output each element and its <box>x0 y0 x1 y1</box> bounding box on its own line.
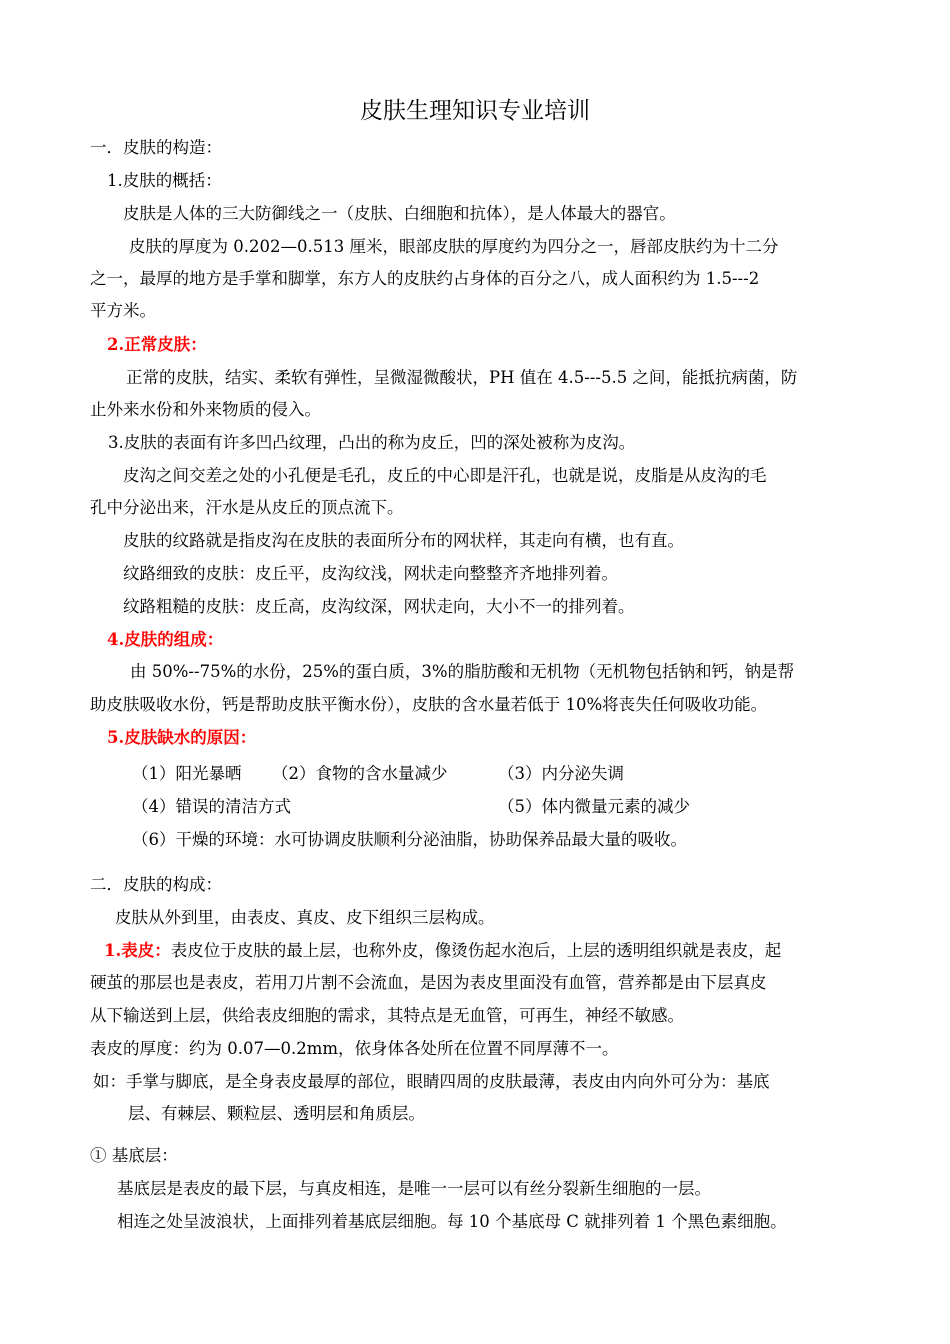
paragraph-line: 相连之处呈波浪状，上面排列着基底层细胞。每 10 个基底母 C 就排列着 1 个黑色素细胞。 <box>117 1212 787 1231</box>
reason-item: （3）内分泌失调 <box>498 764 624 783</box>
paragraph-line: 层、有棘层、颗粒层、透明层和角质层。 <box>128 1104 425 1123</box>
section-heading-2: 二．皮肤的构成： <box>90 875 222 894</box>
subheading-normal-skin: 2.正常皮肤： <box>107 335 207 354</box>
paragraph-line: 皮肤的厚度为 0.202—0.513 厘米，眼部皮肤的厚度约为四分之一，唇部皮肤约为十二分 <box>129 237 779 256</box>
paragraph-line: 助皮肤吸收水份，钙是帮助皮肤平衡水份），皮肤的含水量若低于 10%将丧失任何吸收功能。 <box>90 695 768 714</box>
paragraph-line: 皮沟之间交差之处的小孔便是毛孔，皮丘的中心即是汗孔，也就是说，皮脂是从皮沟的毛 <box>123 466 767 485</box>
paragraph-line: 硬茧的那层也是表皮，若用刀片割不会流血，是因为表皮里面没有血管，营养都是由下层真皮 <box>90 973 767 992</box>
reason-item: （4）错误的清洁方式 <box>132 797 291 816</box>
document-title: 皮肤生理知识专业培训 <box>360 98 590 124</box>
paragraph-line: 纹路粗糙的皮肤：皮丘高，皮沟纹深，网状走向，大小不一的排列着。 <box>123 597 635 616</box>
subheading-basal-layer: ① 基底层： <box>90 1146 178 1165</box>
subheading-composition: 4.皮肤的组成： <box>107 630 224 649</box>
paragraph-line: 纹路细致的皮肤：皮丘平，皮沟纹浅，网状走向整整齐齐地排列着。 <box>123 564 618 583</box>
subheading-dehydration: 5.皮肤缺水的原因： <box>107 728 257 747</box>
paragraph-line: 止外来水份和外来物质的侵入。 <box>90 400 321 419</box>
paragraph-line: 正常的皮肤，结实、柔软有弹性，呈微湿微酸状，PH 值在 4.5---5.5 之间，能抵抗病菌，防 <box>126 368 798 387</box>
subheading-overview: 1.皮肤的概括： <box>107 171 222 190</box>
subheading-epidermis: 1.表皮： <box>104 941 171 960</box>
paragraph-line: 皮肤的纹路就是指皮沟在皮肤的表面所分布的网状样，其走向有横，也有直。 <box>123 531 684 550</box>
paragraph-line: 皮肤从外到里，由表皮、真皮、皮下组织三层构成。 <box>115 908 495 927</box>
paragraph-line: 平方米。 <box>90 301 156 320</box>
paragraph-line: 之一，最厚的地方是手掌和脚掌，东方人的皮肤约占身体的百分之八，成人面积约为 1.5---2 <box>90 269 760 288</box>
paragraph-line: 基底层是表皮的最下层，与真皮相连，是唯一一层可以有丝分裂新生细胞的一层。 <box>117 1179 711 1198</box>
section-heading-1: 一．皮肤的构造： <box>90 138 222 157</box>
reason-item: （5）体内微量元素的减少 <box>498 797 690 816</box>
paragraph-line: 如：手掌与脚底，是全身表皮最厚的部位，眼睛四周的皮肤最薄，表皮由内向外可分为：基底 <box>93 1072 770 1091</box>
reason-item: （6）干燥的环境：水可协调皮肤顺利分泌油脂，协助保养品最大量的吸收。 <box>132 830 687 849</box>
paragraph-line: 从下输送到上层，供给表皮细胞的需求，其特点是无血管，可再生，神经不敏感。 <box>90 1006 684 1025</box>
reason-item: （1）阳光暴晒 <box>132 764 242 783</box>
paragraph-line: 表皮的厚度：约为 0.07—0.2mm，依身体各处所在位置不同厚薄不一。 <box>90 1039 619 1058</box>
paragraph-line: 孔中分泌出来，汗水是从皮丘的顶点流下。 <box>90 498 404 517</box>
reason-item: （2）食物的含水量减少 <box>272 764 448 783</box>
epidermis-paragraph-line <box>104 940 894 962</box>
paragraph-text: 表皮位于皮肤的最上层，也称外皮，像烫伤起水泡后，上层的透明组织就是表皮，起 <box>170 941 782 960</box>
subheading-surface: 3.皮肤的表面有许多凹凸纹理，凸出的称为皮丘，凹的深处被称为皮沟。 <box>108 433 636 452</box>
paragraph-line: 由 50%--75%的水份，25%的蛋白质，3%的脂肪酸和无机物（无机物包括钠和钙，钠是帮 <box>130 662 795 681</box>
paragraph-line: 皮肤是人体的三大防御线之一（皮肤、白细胞和抗体），是人体最大的器官。 <box>123 204 676 223</box>
